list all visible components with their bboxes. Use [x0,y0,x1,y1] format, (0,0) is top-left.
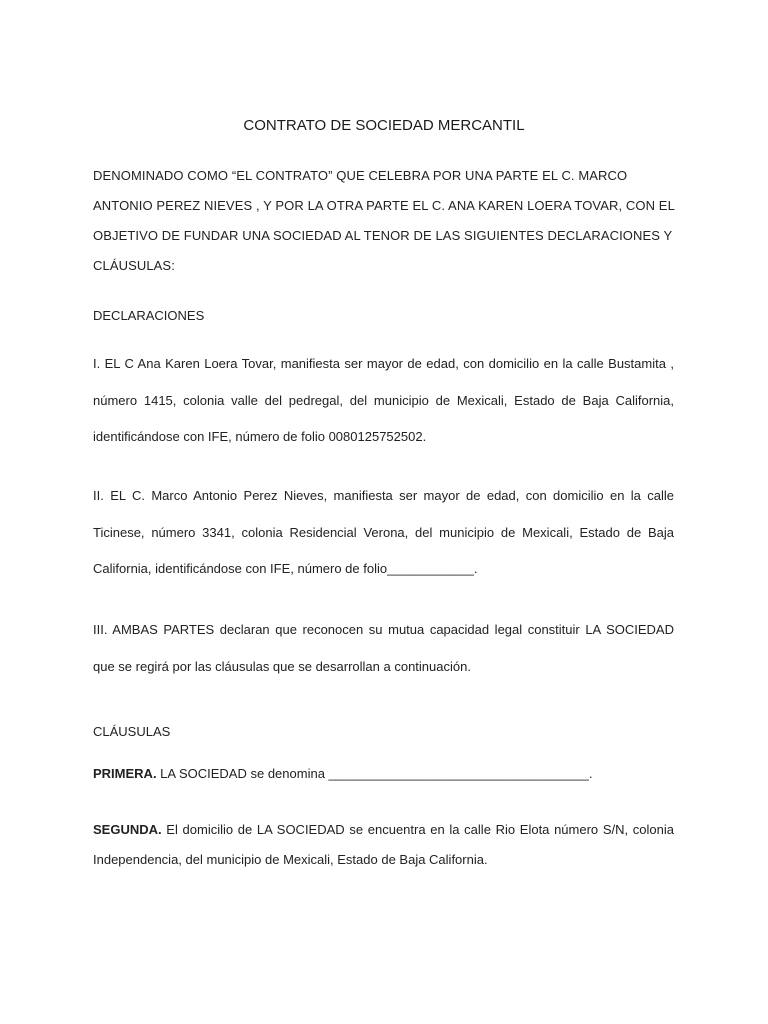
clausula-segunda-text: El domicilio de LA SOCIEDAD se encuentra en la calle Rio Elota número S/N, colonia Independencia, del municipio de Mexicali, Estado de Baja California. [93,822,674,867]
declaracion-i: I. EL C Ana Karen Loera Tovar, manifiesta ser mayor de edad, con domicilio en la calle Bustamita , número 1415, colonia valle del pedregal, del municipio de Mexicali, Estado de Baja California, identificándose con IFE, número de folio 0080125752502. [93,356,674,444]
declaracion-iii: III. AMBAS PARTES declaran que reconocen su mutua capacidad legal constituir LA SOCIEDAD que se regirá por las cláusulas que se desarrollan a continuación. [93,622,674,674]
clausula-primera [93,756,674,793]
intro-paragraph: DENOMINADO COMO “EL CONTRATO” QUE CELEBRA POR UNA PARTE EL C. MARCO ANTONIO PEREZ NIEVES , Y POR LA OTRA PARTE EL C. ANA KAREN LOERA TOVAR, CON EL OBJETIVO DE FUNDAR UNA SOCIEDAD AL TENOR DE LAS SIGUIENTES DECLARACIONES Y CLÁUSULAS: [93,168,675,273]
declaracion-ii: II. EL C. Marco Antonio Perez Nieves, manifiesta ser mayor de edad, con domicilio en la calle Ticinese, número 3341, colonia Residencial Verona, del municipio de Mexicali, Estado de Baja California, identificándose con IFE, número de folio____________. [93,488,674,576]
clausulas-heading: CLÁUSULAS [93,724,171,739]
document-title: CONTRATO DE SOCIEDAD MERCANTIL [243,117,525,134]
clausula-primera-text: LA SOCIEDAD se denomina ____________________________________. [156,766,593,781]
clausula-segunda-label: SEGUNDA. [93,822,162,837]
declaraciones-heading: DECLARACIONES [93,308,205,323]
clausula-primera-label: PRIMERA. [93,766,157,781]
clausula-segunda [93,815,674,875]
